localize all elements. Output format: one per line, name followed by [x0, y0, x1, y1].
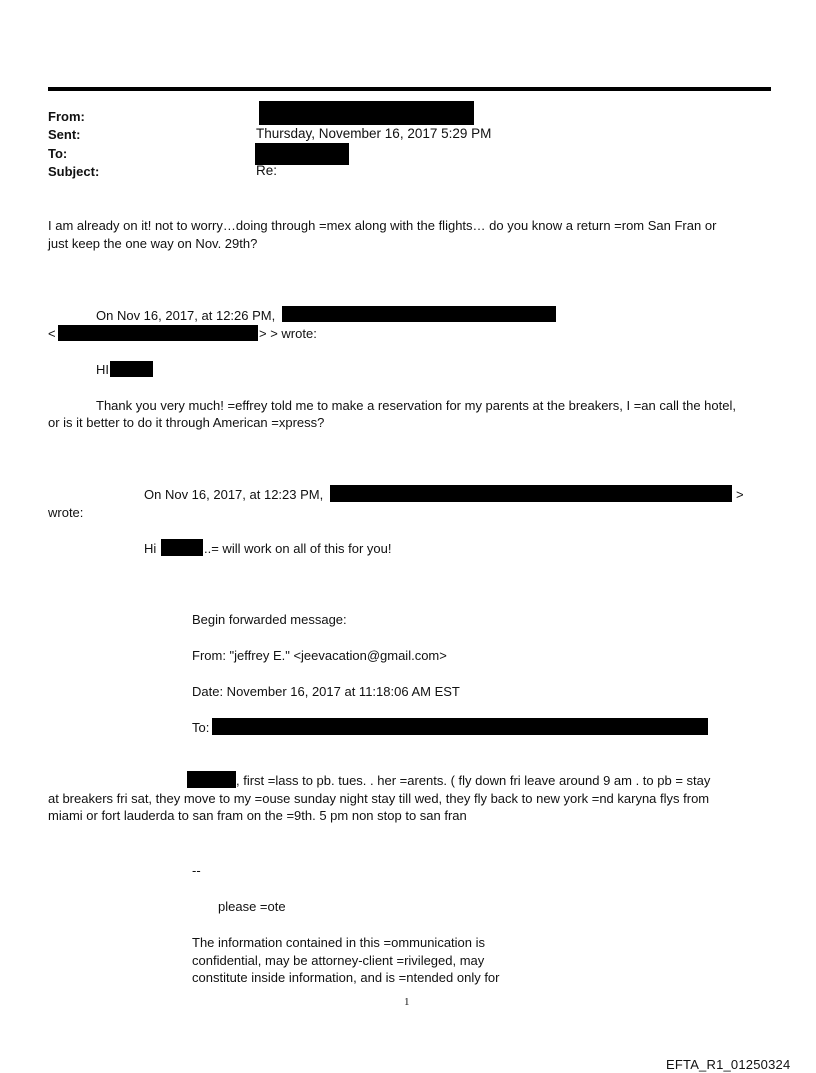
- redacted-quote1-hi-name: [110, 361, 153, 377]
- redacted-quote2-name: [330, 485, 732, 502]
- quote1-lt: <: [48, 326, 56, 341]
- redacted-forwarded-to: [212, 718, 708, 735]
- message-line-1: , first =lass to pb. tues. . her =arents. ( fly down fri leave around 9 am . to pb = stay: [236, 773, 711, 788]
- confidentiality-line-1: The information contained in this =ommunication is: [192, 935, 486, 950]
- forwarded-to: To:: [192, 720, 210, 735]
- quote1-text-1: Thank you very much! =effrey told me to make a reservation for my parents at the breakers, I =an call the hotel,: [96, 398, 736, 413]
- message-line-2: at breakers fri sat, they move to my =ouse sunday night stay till wed, they fly back to new york =nd karyna flys from: [48, 791, 710, 806]
- sent-label: Sent:: [48, 127, 81, 142]
- forwarded-from: From: "jeffrey E." <jeevacation@gmail.com>: [192, 648, 447, 663]
- to-label: To:: [48, 146, 68, 161]
- quote2-wrote: wrote:: [48, 505, 84, 520]
- redacted-quote2-hi-name: [161, 539, 203, 556]
- from-label: From:: [48, 109, 85, 124]
- redacted-message-name: [187, 771, 236, 788]
- quote1-on-line: On Nov 16, 2017, at 12:26 PM,: [96, 308, 276, 323]
- quote2-on-line: On Nov 16, 2017, at 12:23 PM,: [144, 487, 324, 502]
- signature-dashes: --: [192, 863, 201, 878]
- quote2-gt: >: [736, 487, 744, 502]
- sent-value: Thursday, November 16, 2017 5:29 PM: [256, 126, 492, 141]
- signature-please-note: please =ote: [218, 899, 286, 914]
- quote1-text-2: or is it better to do it through American =xpress?: [48, 415, 325, 430]
- confidentiality-line-3: constitute inside information, and is =ntended only for: [192, 970, 500, 985]
- body-line-1: I am already on it! not to worry…doing through =mex along with the flights… do you know a return =rom San Fran or: [48, 218, 717, 233]
- body-line-2: just keep the one way on Nov. 29th?: [48, 236, 258, 251]
- page-number: 1: [404, 996, 410, 1008]
- message-line-3: miami or fort lauderda to san fram on the =9th. 5 pm non stop to san fran: [48, 808, 467, 823]
- quote1-hi: HI: [96, 362, 109, 377]
- redacted-from: [259, 101, 474, 125]
- confidentiality-line-2: confidential, may be attorney-client =rivileged, may: [192, 953, 485, 968]
- forwarded-date: Date: November 16, 2017 at 11:18:06 AM EST: [192, 684, 460, 699]
- redacted-quote1-email: [58, 325, 258, 341]
- quote1-wrote: > > wrote:: [259, 326, 317, 341]
- document-id: EFTA_R1_01250324: [666, 1057, 791, 1072]
- forwarded-begin: Begin forwarded message:: [192, 612, 347, 627]
- quote2-hi: Hi: [144, 541, 157, 556]
- redacted-to: [255, 143, 349, 165]
- quote2-hi-rest: ..= will work on all of this for you!: [204, 541, 392, 556]
- subject-label: Subject:: [48, 164, 100, 179]
- header-rule: [48, 87, 771, 91]
- redacted-quote1-name: [282, 306, 556, 322]
- subject-value: Re:: [256, 163, 278, 178]
